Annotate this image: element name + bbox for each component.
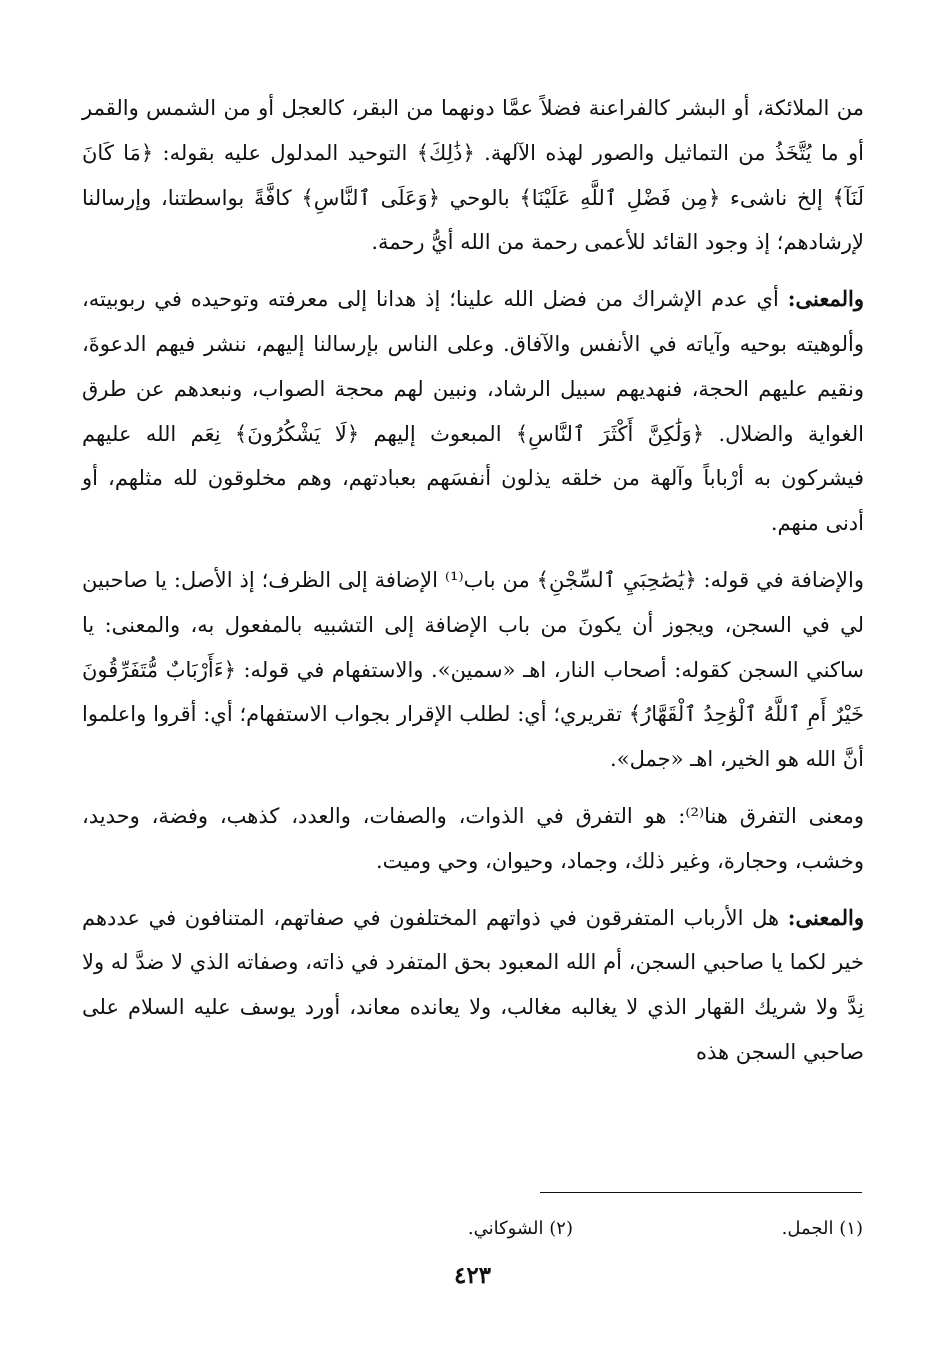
footnote-marker: (١) bbox=[839, 1218, 863, 1239]
page-number: ٤٢٣ bbox=[453, 1262, 492, 1289]
footnote-text: الجمل. bbox=[781, 1218, 834, 1239]
paragraph-4 bbox=[82, 794, 864, 884]
paragraph-5 bbox=[82, 896, 864, 1075]
paragraph-lead: والمعنى: bbox=[787, 286, 864, 312]
footnote-2 bbox=[468, 1216, 573, 1242]
paragraph-text: والإضافة في قوله: ﴿يَٰصَٰحِبَيِ ٱلسِّجْنِ﴾ من باب⁽¹⁾ الإضافة إلى الظرف؛ إذ الأصل: يا صاحبين لي في السجن، ويجوز أن يكونَ من باب الإضافة إلى التشبيه بالمفعول به، والمعنى: يا ساكني السجن كقوله: أصحاب النار، اهـ «سمين». والاستفهام في قوله: ﴿ءَأَرْبَابٌ مُّتَفَرِّقُونَ خَيْرٌ أَمِ ٱللَّهُ ٱلْوَٰحِدُ ٱلْقَهَّارُ﴾ تقريري؛ أي: لطلب الإقرار بجواب الاستفهام؛ أي: أقروا واعلموا أنَّ الله هو الخير، اهـ «جمل». bbox=[82, 567, 865, 772]
footnote-separator bbox=[540, 1192, 862, 1193]
paragraph-text: ومعنى التفرق هنا⁽²⁾: هو التفرق في الذوات، والصفات، والعدد، كذهب، وفضة، وحديد، وخشب، وحجارة، وغير ذلك، وجماد، وحيوان، وحي وميت. bbox=[82, 803, 864, 873]
main-text bbox=[82, 86, 864, 1075]
footnote-1 bbox=[782, 1216, 863, 1242]
paragraph-text: هل الأرباب المتفرقون في ذواتهم المختلفون في صفاتهم، المتنافون في عددهم خير لكما يا صاحبي السجن، أم الله المعبود بحق المتفرد في ذاته، وصفاته الذي لا ضدَّ له ولا نِدَّ ولا شريك القهار الذي لا يغالبه مغالب، ولا يعانده معاند، أورد يوسف عليه السلام على صاحبي السجن هذه bbox=[82, 905, 864, 1064]
footnote-text: الشوكاني. bbox=[467, 1218, 544, 1239]
paragraph-2 bbox=[82, 277, 864, 546]
paragraph-3 bbox=[82, 558, 864, 782]
paragraph-text: من الملائكة، أو البشر كالفراعنة فضلاً عمَّا دونهما من البقر، كالعجل أو من الشمس والقمر أو ما يُتَّخَذُ من التماثيل والصور لهذه الآلهة. ﴿ذَٰلِكَ﴾ التوحيد المدلول عليه بقوله: ﴿مَا كَانَ لَنَآ﴾ إلخ ناشىء ﴿مِن فَضْلِ ٱللَّهِ عَلَيْنَا﴾ بالوحي ﴿وَعَلَى ٱلنَّاسِ﴾ كافَّةً بواسطتنا، وإرسالنا لإرشادهم؛ إذ وجود القائد للأعمى رحمة من الله أيُّ رحمة. bbox=[82, 96, 864, 255]
paragraph-text: أي عدم الإشراك من فضل الله علينا؛ إذ هدانا إلى معرفته وتوحيده في ربوبيته، وألوهيته بوحيه وآياته في الأنفس والآفاق. وعلى الناس بإرسالنا إليهم، ننشر فيهم الدعوةَ، ونقيم عليهم الحجة، فنهديهم سبيل الرشاد، ونبين لهم محجة الصواب، ونبعدهم عن طرق الغواية والضلال. ﴿وَلَٰكِنَّ أَكْثَرَ ٱلنَّاسِ﴾ المبعوث إليهم ﴿لَا يَشْكُرُونَ﴾ نِعَم الله عليهم فيشركون به أرْباباً وآلهة من خلقه يذلون أنفسَهم بعبادتهم، وهم مخلوقون لله مثلهم، أو أدنى منهم. bbox=[82, 287, 864, 536]
footnote-marker: (٢) bbox=[549, 1218, 573, 1239]
paragraph-lead: والمعنى: bbox=[787, 904, 864, 930]
paragraph-1 bbox=[82, 86, 864, 265]
